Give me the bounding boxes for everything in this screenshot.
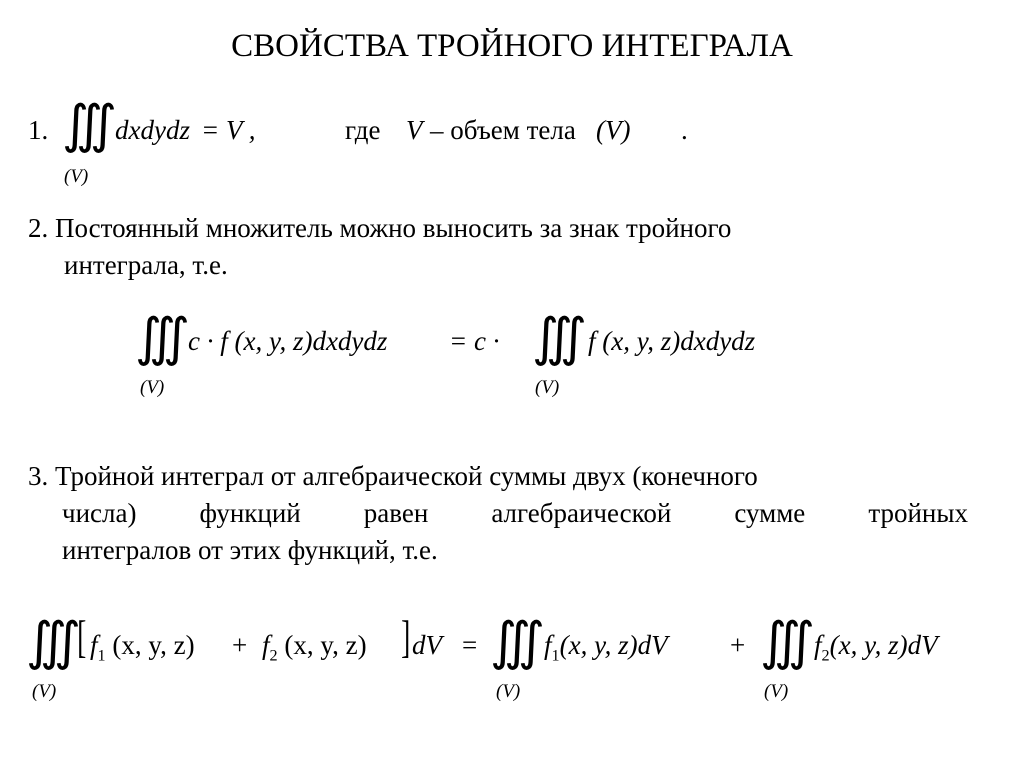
property-3-dV: dV [412, 630, 442, 660]
property-2-lhs-integrand: c · f (x, y, z)dxdydz [188, 326, 388, 356]
property-1-where-var: V [406, 115, 423, 145]
open-bracket: [ [77, 611, 87, 662]
triple-integral-icon: ∭ [26, 614, 62, 671]
integral-region-label: (V) [764, 681, 789, 702]
property-3-rhs-term-1: $f_1(x$, y, z)dV [544, 630, 668, 665]
property-3-term-f2: $f_2$ (x, y, z) [262, 630, 367, 665]
property-3-term-f1: $f_1$ (x, y, z) [90, 630, 195, 665]
property-1-where-word: где [345, 115, 381, 145]
integral-region-label: (V) [64, 166, 89, 187]
integral-region-label: (V) [535, 377, 560, 398]
triple-integral-icon: ∭ [62, 97, 98, 154]
triple-integral-icon: ∭ [490, 614, 526, 671]
property-3-line-2: числа) функций равен алгебраической сумме тройных [62, 498, 968, 528]
property-1-integrand: dxdydz [115, 115, 190, 145]
property-1-where-desc: – объем тела [430, 115, 576, 145]
triple-integral-icon: ∭ [760, 614, 796, 671]
property-3-line-1: 3. Тройной интеграл от алгебраической суммы двух (конечного [28, 461, 758, 491]
property-2-rhs-integrand: f (x, y, z)dxdydz [588, 326, 756, 356]
triple-integral-icon: ∭ [135, 310, 171, 367]
integral-region-label: (V) [496, 681, 521, 702]
property-3-plus: + [232, 630, 248, 660]
property-1-number: 1. [28, 115, 49, 145]
property-2-line-1: 2. Постоянный множитель можно выносить за знак тройного [28, 213, 732, 243]
property-3-rhs-plus: + [730, 630, 746, 660]
integral-region-label: (V) [140, 377, 165, 398]
property-1-where-region: (V) [596, 115, 631, 145]
property-1-end-dot: . [681, 115, 688, 145]
property-2-line-2: интеграла, т.е. [64, 250, 228, 280]
property-3-rhs-term-2: $f_2(x$, y, z)dV [814, 630, 938, 665]
page-title: СВОЙСТВА ТРОЙНОГО ИНТЕГРАЛА [231, 28, 793, 64]
property-3-equals: = [462, 630, 478, 660]
triple-integral-icon: ∭ [532, 310, 568, 367]
property-1-rhs: = V , [201, 115, 256, 145]
close-bracket: ] [401, 611, 411, 662]
integral-region-label: (V) [32, 681, 57, 702]
property-2-equals: = c · [449, 326, 500, 356]
property-3-line-3: интегралов от этих функций, т.е. [62, 535, 438, 565]
